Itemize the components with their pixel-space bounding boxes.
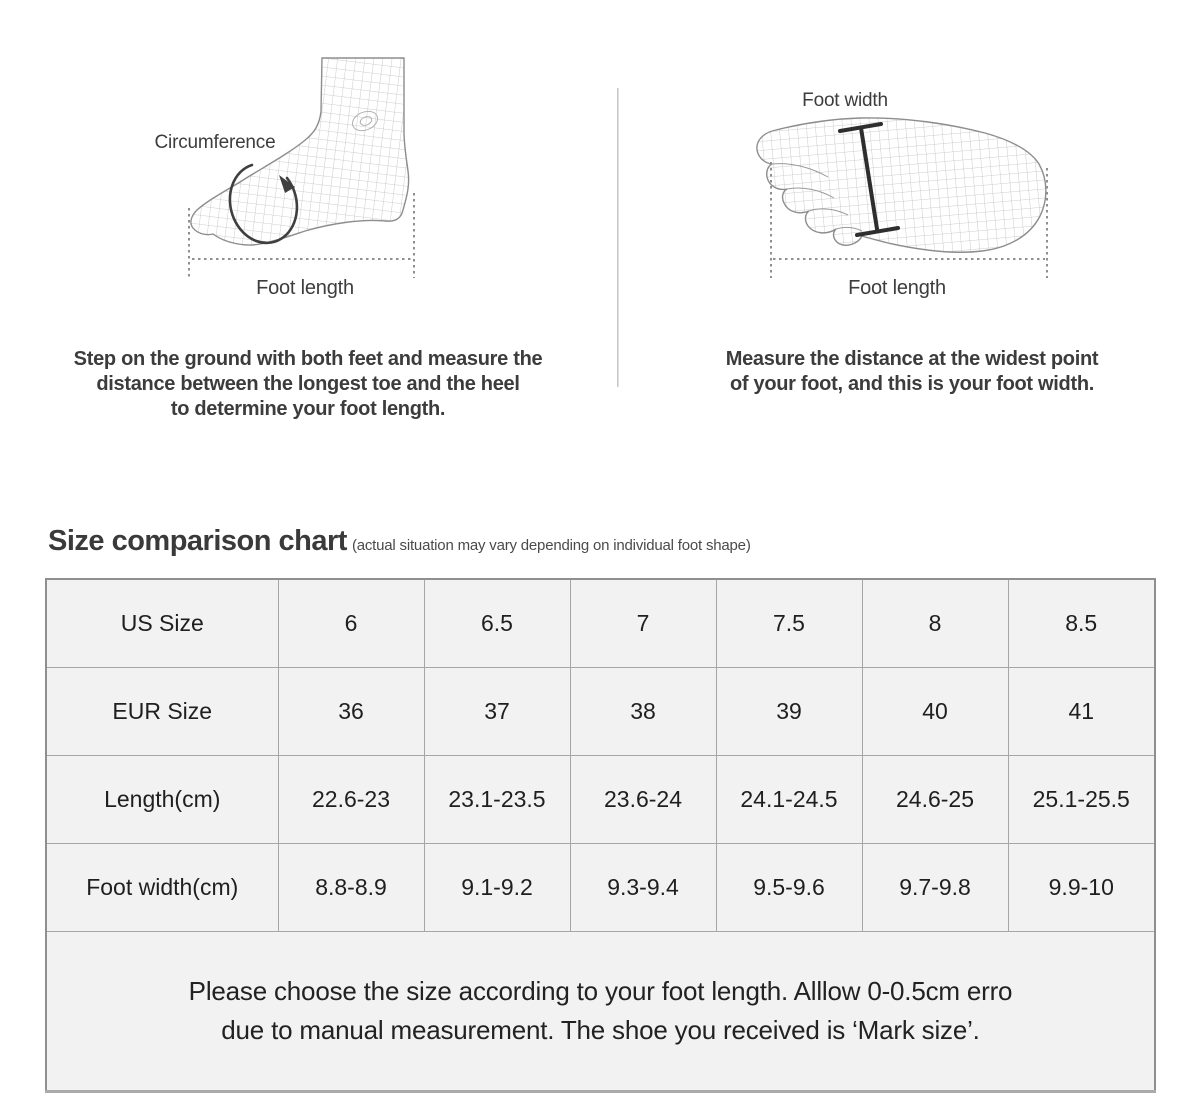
size-chart-header bbox=[48, 525, 751, 558]
page-subtitle: (actual situation may vary depending on individual foot shape) bbox=[351, 537, 751, 554]
table-cell: 8.5 bbox=[1008, 579, 1155, 667]
size-note-cell bbox=[46, 931, 1155, 1091]
table-cell: 38 bbox=[570, 667, 716, 755]
table-cell: 41 bbox=[1008, 667, 1155, 755]
table-cell: 8.8-8.9 bbox=[278, 843, 424, 931]
table-cell: 23.6-24 bbox=[570, 755, 716, 843]
instruction-line: distance between the longest toe and the heel bbox=[96, 373, 520, 395]
table-cell: 9.1-9.2 bbox=[424, 843, 570, 931]
table-cell: 39 bbox=[716, 667, 862, 755]
table-cell: 9.9-10 bbox=[1008, 843, 1155, 931]
instruction-line: Measure the distance at the widest point bbox=[725, 348, 1099, 370]
table-cell: 24.6-25 bbox=[862, 755, 1008, 843]
foot-top-illustration bbox=[757, 118, 1047, 278]
table-cell: 23.1-23.5 bbox=[424, 755, 570, 843]
table-row-eur-size bbox=[46, 667, 1155, 755]
table-cell: 36 bbox=[278, 667, 424, 755]
table-cell: 22.6-23 bbox=[278, 755, 424, 843]
table-row-length bbox=[46, 755, 1155, 843]
row-header: US Size bbox=[46, 579, 278, 667]
table-cell: 6 bbox=[278, 579, 424, 667]
table-row-us-size bbox=[46, 579, 1155, 667]
table-cell: 9.7-9.8 bbox=[862, 843, 1008, 931]
instruction-line: Step on the ground with both feet and measure the bbox=[73, 348, 543, 370]
table-cell: 9.5-9.6 bbox=[716, 843, 862, 931]
row-header: EUR Size bbox=[46, 667, 278, 755]
table-cell: 9.3-9.4 bbox=[570, 843, 716, 931]
foot-side-illustration bbox=[189, 58, 414, 278]
table-cell: 24.1-24.5 bbox=[716, 755, 862, 843]
instruction-line: to determine your foot length. bbox=[170, 398, 446, 420]
table-cell: 7.5 bbox=[716, 579, 862, 667]
table-row-note bbox=[46, 931, 1155, 1091]
table-cell: 40 bbox=[862, 667, 1008, 755]
circumference-label: Circumference bbox=[154, 132, 276, 153]
table-cell: 25.1-25.5 bbox=[1008, 755, 1155, 843]
foot-width-label: Foot width bbox=[802, 90, 888, 111]
section-divider bbox=[617, 88, 619, 387]
instruction-foot-length bbox=[58, 347, 558, 422]
instruction-line: of your foot, and this is your foot width. bbox=[729, 373, 1095, 395]
size-note-line: due to manual measurement. The shoe you received is ‘Mark size’. bbox=[221, 1014, 980, 1045]
foot-length-label-left: Foot length bbox=[256, 277, 354, 299]
foot-length-label-right: Foot length bbox=[848, 277, 946, 299]
row-header: Length(cm) bbox=[46, 755, 278, 843]
table-cell: 8 bbox=[862, 579, 1008, 667]
size-note-line: Please choose the size according to your foot length. Alllow 0-0.5cm erro bbox=[188, 975, 1013, 1006]
row-header: Foot width(cm) bbox=[46, 843, 278, 931]
page-title: Size comparison chart bbox=[48, 525, 347, 557]
table-cell: 7 bbox=[570, 579, 716, 667]
table-row-foot-width bbox=[46, 843, 1155, 931]
table-cell: 6.5 bbox=[424, 579, 570, 667]
table-cell: 37 bbox=[424, 667, 570, 755]
instruction-foot-width bbox=[662, 347, 1162, 397]
size-comparison-table bbox=[45, 578, 1156, 1093]
